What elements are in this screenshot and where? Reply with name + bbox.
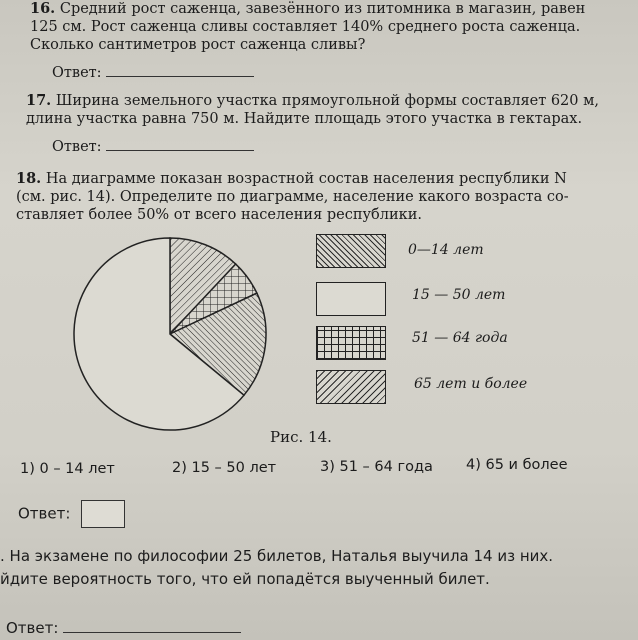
q18-line1 xyxy=(16,170,567,188)
option-1[interactable]: 1) 0 – 14 лет xyxy=(20,461,115,477)
q18-answer-box[interactable] xyxy=(81,500,125,528)
q19-text-2: йдите вероятность того, что ей попадётся выученный билет. xyxy=(0,570,490,588)
q16-text-3: Сколько сантиметров рост саженца сливы? xyxy=(30,37,366,53)
q16-answer-input[interactable] xyxy=(106,62,254,77)
q17-number: 17. xyxy=(26,92,52,109)
q17-line1 xyxy=(26,92,599,110)
legend-label-65-plus: 65 лет и более xyxy=(414,376,528,392)
option-2[interactable]: 2) 15 – 50 лет xyxy=(172,460,277,476)
q19-text-1: . На экзамене по философии 25 билетов, Наталья выучила 14 из них. xyxy=(0,547,554,565)
q17-text-1: Ширина земельного участка прямоугольной формы составляет 620 м, xyxy=(55,93,599,109)
legend-swatch-15-50 xyxy=(316,282,386,316)
q19-answer-input[interactable] xyxy=(63,618,241,633)
q16-text-2: 125 см. Рост саженца сливы составляет 140% среднего роста саженца. xyxy=(30,19,581,35)
q18-text-2: (см. рис. 14). Определите по диаграмме, население какого возраста со- xyxy=(16,189,569,205)
q18-answer xyxy=(18,500,125,528)
legend-swatch-0-14 xyxy=(316,234,386,268)
q16-answer xyxy=(52,62,254,82)
q17-answer-input[interactable] xyxy=(106,136,254,151)
q18-text-3: ставляет более 50% от всего населения республики. xyxy=(16,207,422,223)
legend-label-15-50: 15 — 50 лет xyxy=(412,287,506,303)
q16-number: 16. xyxy=(30,0,56,17)
q18-text-1: На диаграмме показан возрастной состав населения республики N xyxy=(45,171,567,187)
legend-swatch-51-64 xyxy=(316,326,386,360)
q16-answer-label: Ответ: xyxy=(52,65,102,81)
q16-line1 xyxy=(30,0,585,18)
q18-answer-label: Ответ: xyxy=(18,504,71,523)
q16-text-1: Средний рост саженца, завезённого из питомника в магазин, равен xyxy=(59,1,586,17)
legend-label-51-64: 51 — 64 года xyxy=(412,330,508,346)
q19-answer xyxy=(6,618,241,637)
legend-swatch-65-plus xyxy=(316,370,386,404)
q17-answer xyxy=(52,136,254,156)
pie-chart xyxy=(70,234,270,434)
option-3[interactable]: 3) 51 – 64 года xyxy=(320,459,433,475)
legend-label-0-14: 0—14 лет xyxy=(408,242,484,258)
q19-answer-label: Ответ: xyxy=(6,619,59,637)
option-4[interactable]: 4) 65 и более xyxy=(466,457,568,473)
q17-answer-label: Ответ: xyxy=(52,139,102,155)
figure-caption: Рис. 14. xyxy=(270,428,332,446)
q17-text-2: длина участка равна 750 м. Найдите площадь этого участка в гектарах. xyxy=(26,111,583,127)
q18-number: 18. xyxy=(16,170,42,187)
